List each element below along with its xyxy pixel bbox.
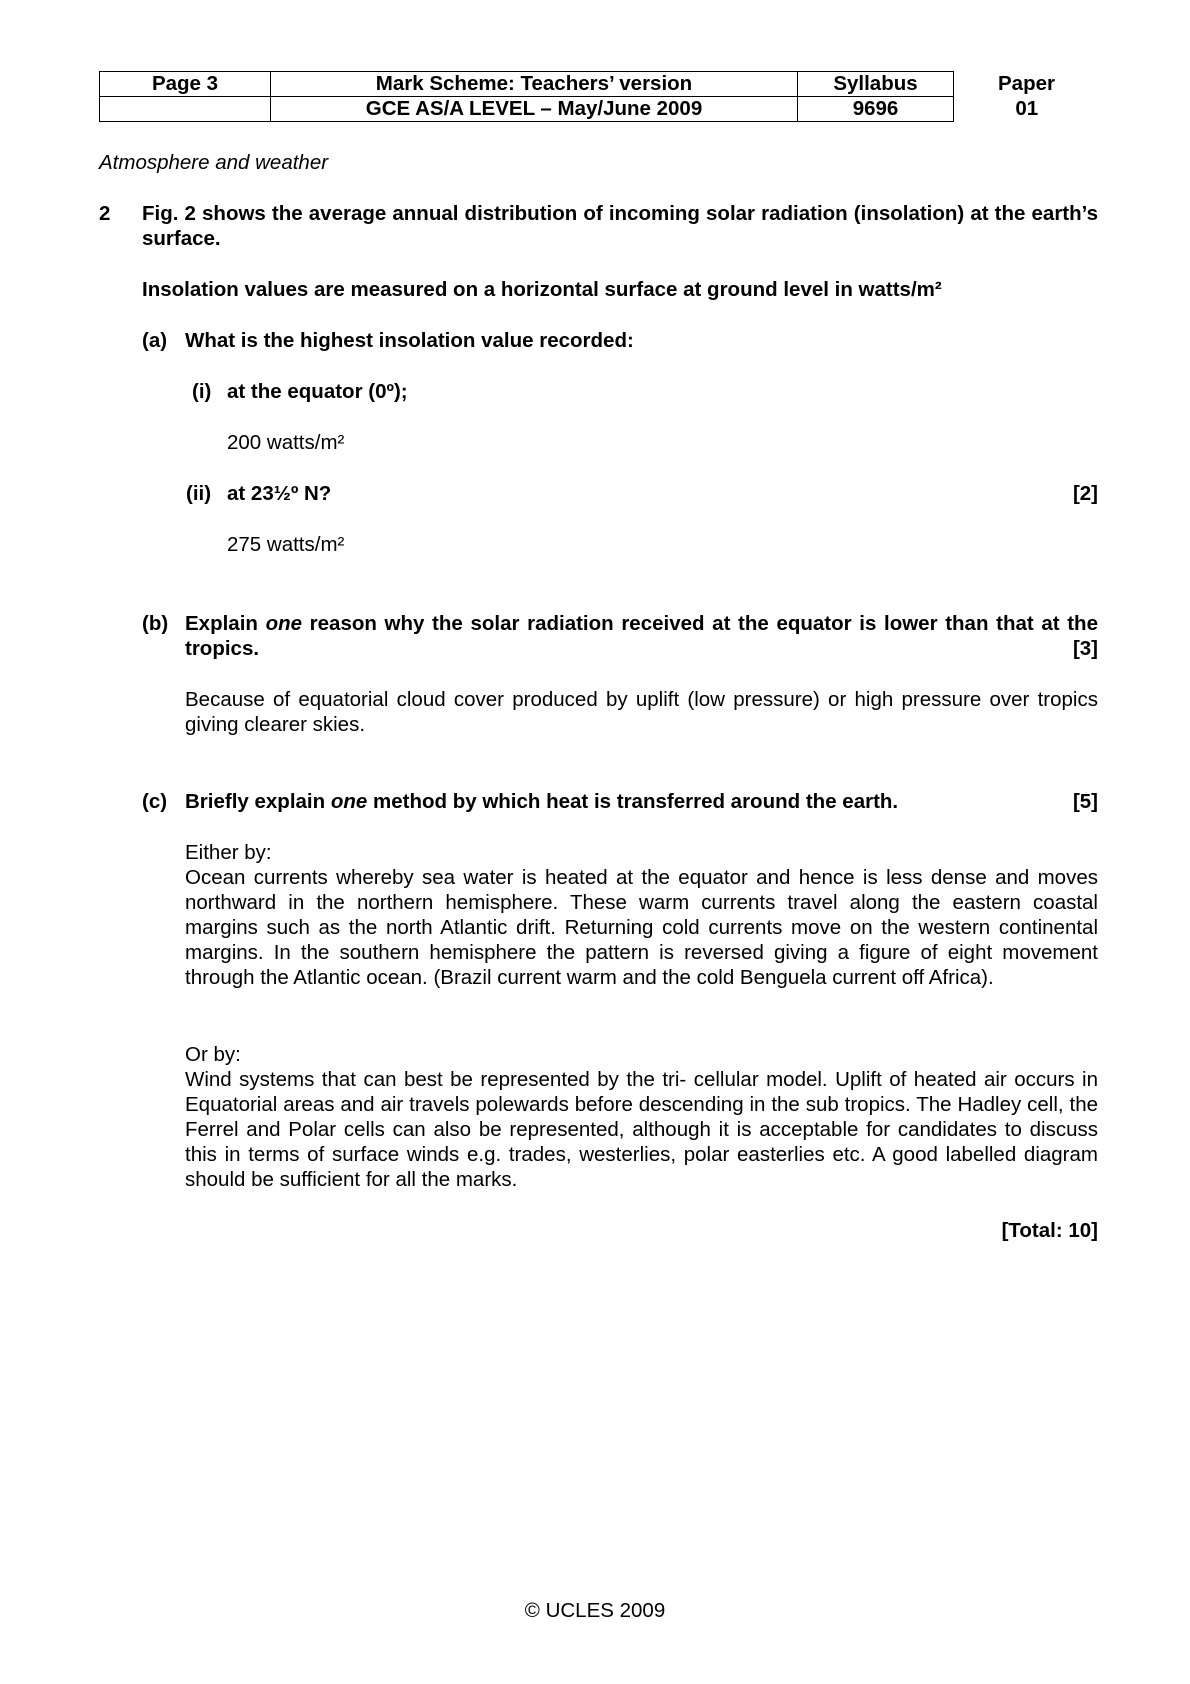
part-c-question: Briefly explain one method by which heat is transferred around the earth.: [185, 790, 899, 813]
part-a-ii-answer: 275 watts/m²: [227, 533, 345, 556]
copyright-footer: © UCLES 2009: [524, 1599, 666, 1622]
part-a-ii-question: at 23½º N?: [227, 482, 332, 505]
part-a-label: (a): [142, 329, 168, 352]
part-a-marks: [2]: [1072, 482, 1098, 505]
total-marks: [Total: 10]: [1001, 1219, 1098, 1242]
header-exam: GCE AS/A LEVEL – May/June 2009: [271, 97, 798, 122]
question-intro: Fig. 2 shows the average annual distribution of incoming solar radiation (insolation) at the earth’s surface.: [142, 202, 1098, 250]
part-a-i-answer: 200 watts/m²: [227, 431, 345, 454]
header-syllabus-code: 9696: [798, 97, 954, 122]
part-b-marks: [3]: [1072, 637, 1098, 660]
question-intro-units: Insolation values are measured on a horizontal surface at ground level in watts/m²: [142, 278, 942, 301]
part-c-marks: [5]: [1072, 790, 1098, 813]
section-title: Atmosphere and weather: [99, 151, 329, 174]
part-c-or-answer: Wind systems that can best be represented by the tri- cellular model. Uplift of heated air occurs in Equatorial areas and air travels polewards before descending in the sub tropics. The Hadley cell, the Ferrel and Polar cells can also be represented, although it is acceptable for candidates to discuss this in terms of surface winds e.g. trades, westerlies, polar easterlies etc. A good labelled diagram should be sufficient for all the marks.: [185, 1068, 1098, 1191]
part-a-ii-label: (ii): [186, 482, 212, 505]
part-c-either-answer: Ocean currents whereby sea water is heated at the equator and hence is less dense and moves northward in the northern hemisphere. These warm currents travel along the eastern coastal margins such as the north Atlantic drift. Returning cold currents move on the western continental margins. In the southern hemisphere the pattern is reversed giving a figure of eight movement through the Atlantic ocean. (Brazil current warm and the cold Benguela current off Africa).: [185, 866, 1098, 989]
part-a-i-question: at the equator (0º);: [227, 380, 408, 403]
part-c-label: (c): [142, 790, 168, 813]
part-b-answer: Because of equatorial cloud cover produced by uplift (low pressure) or high pressure over tropics giving clearer skies.: [185, 688, 1098, 736]
header-empty-cell: [100, 97, 271, 122]
question-number: 2: [99, 202, 111, 225]
header-title: Mark Scheme: Teachers’ version: [271, 72, 798, 97]
part-c-either-label: Either by:: [185, 841, 272, 864]
header-table: [99, 71, 1100, 122]
header-page: Page 3: [100, 72, 271, 97]
header-syllabus-label: Syllabus: [798, 72, 954, 97]
part-a-i-label: (i): [192, 380, 212, 403]
part-b-label: (b): [142, 612, 169, 635]
part-b-question: Explain one reason why the solar radiation received at the equator is lower than that at the tropics.: [185, 612, 1098, 660]
header-paper-label: Paper: [998, 72, 1055, 95]
part-a-question: What is the highest insolation value recorded:: [185, 329, 634, 352]
header-paper-code: 01: [1015, 97, 1039, 120]
part-c-or-label: Or by:: [185, 1043, 241, 1066]
